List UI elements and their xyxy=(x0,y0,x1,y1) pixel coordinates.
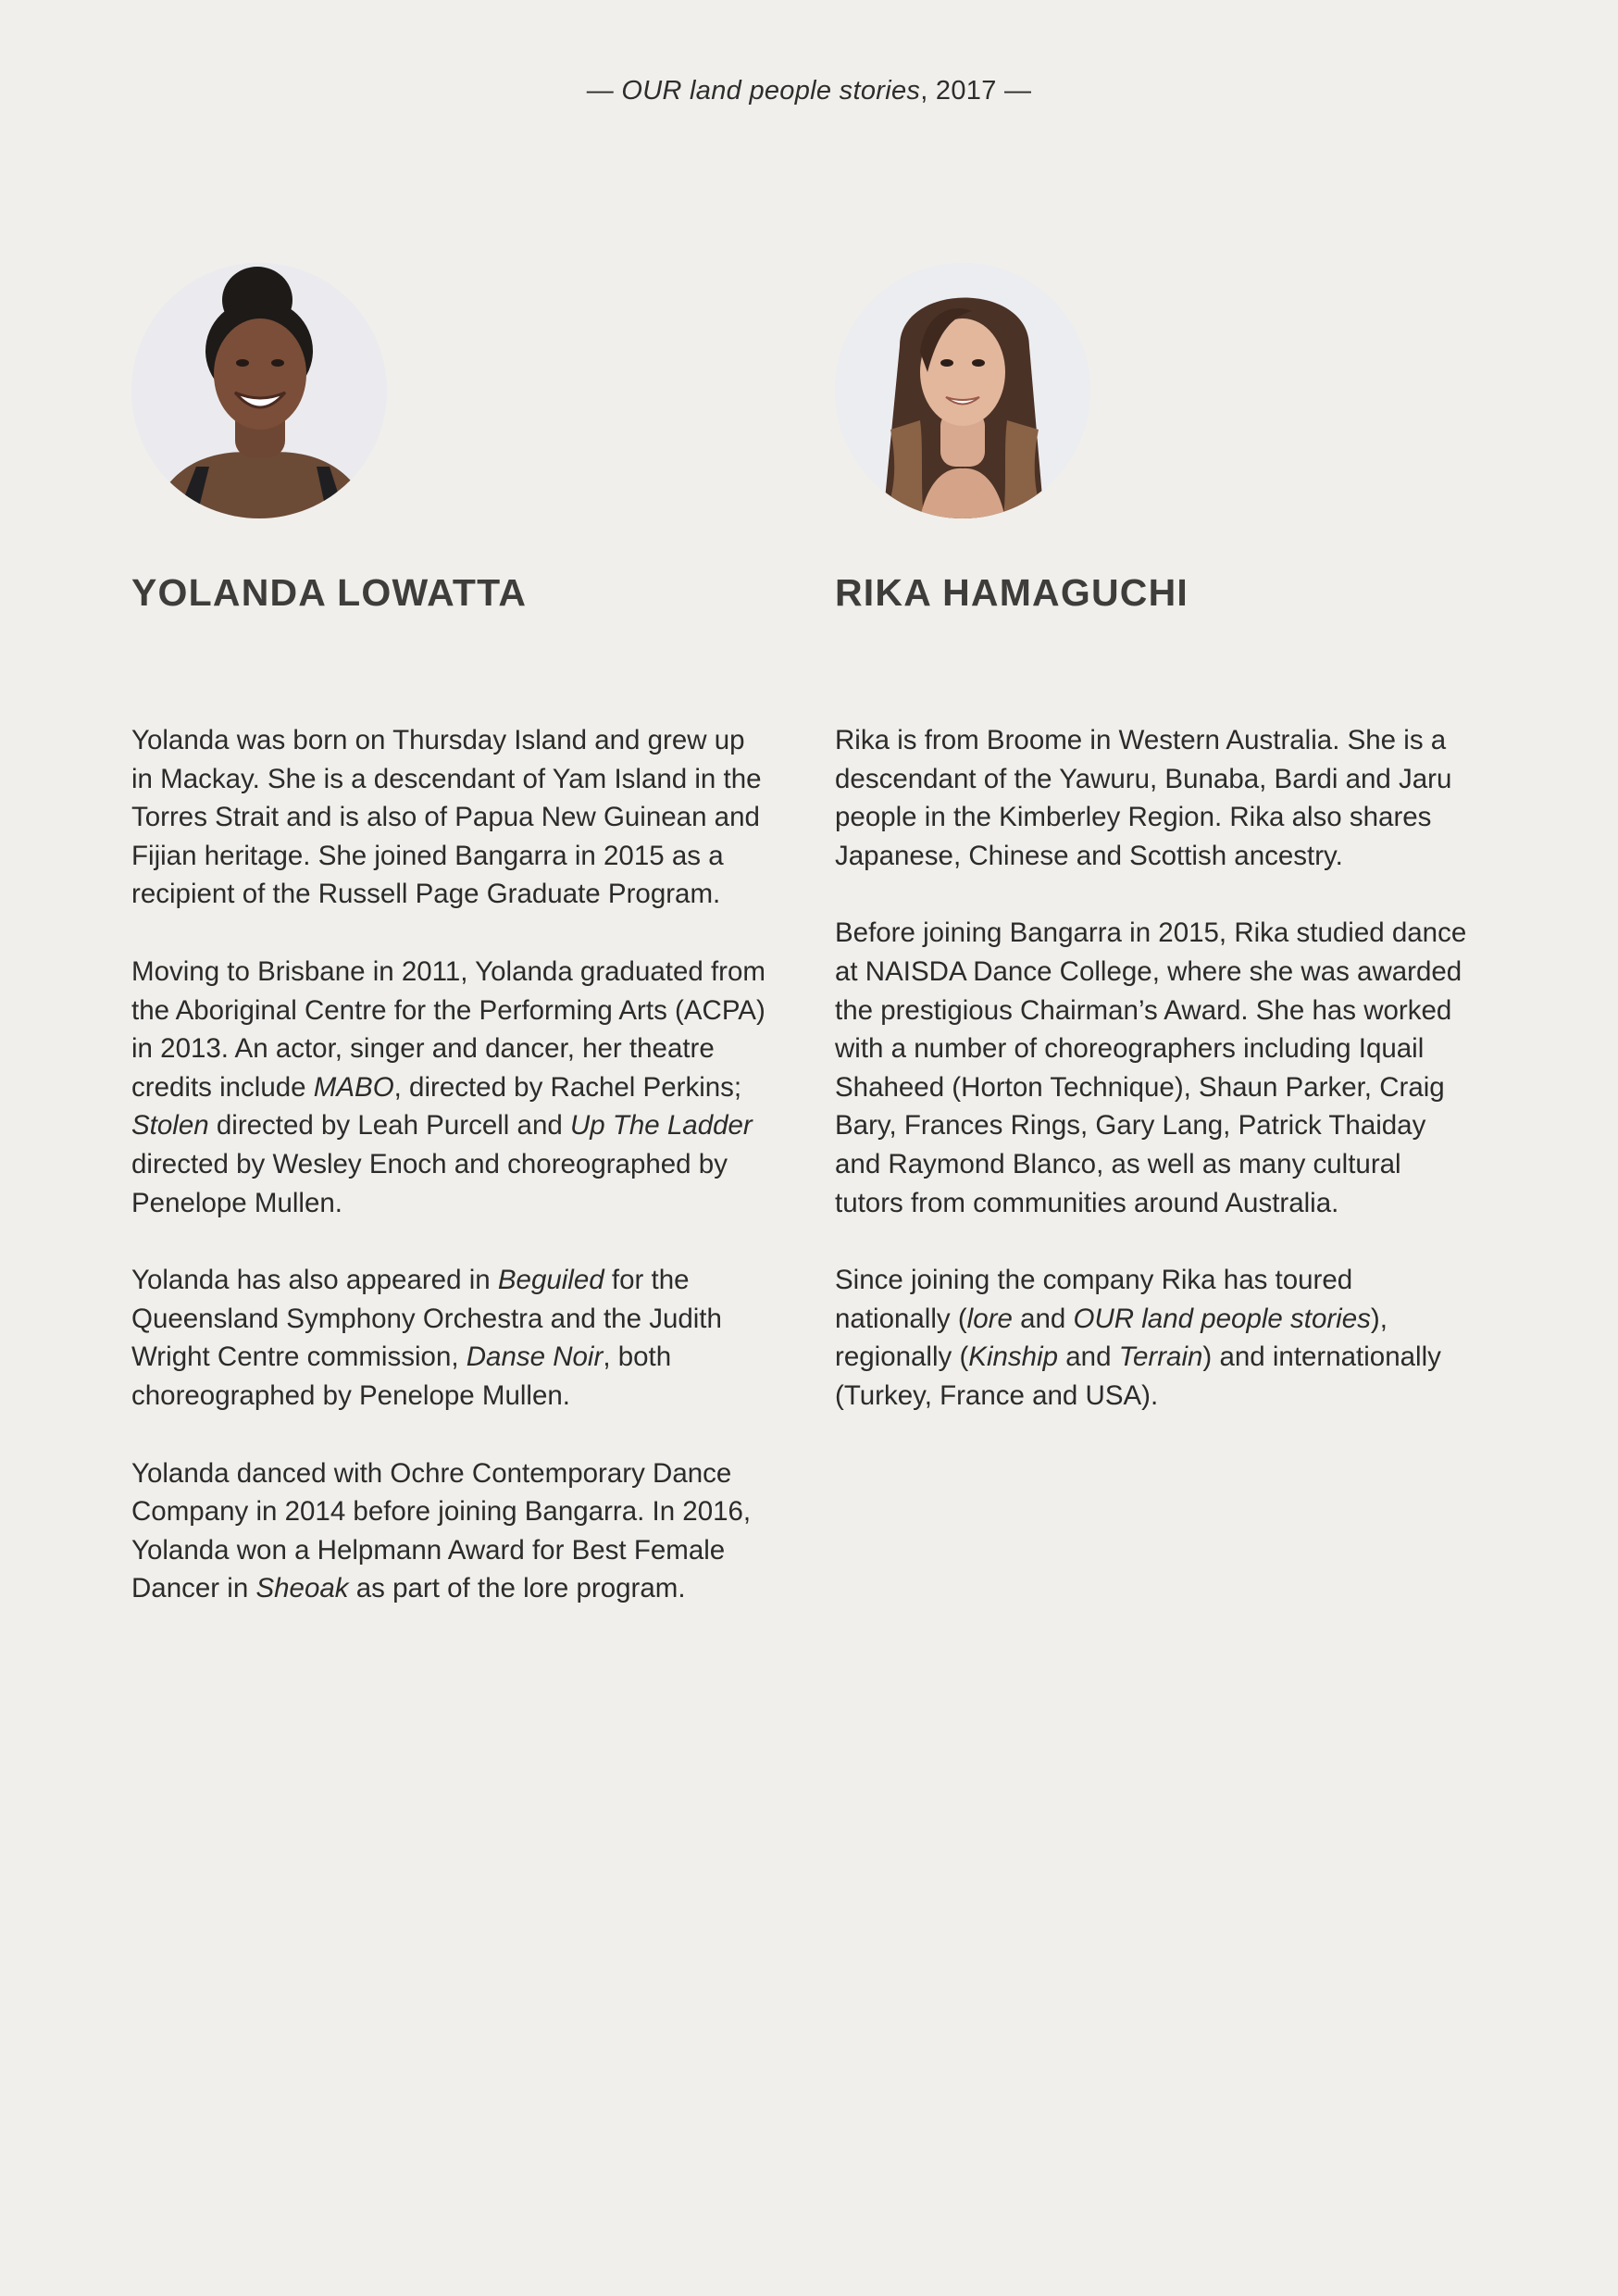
dancer-name: RIKA HAMAGUCHI xyxy=(835,571,1189,614)
italic-title: Danse Noir xyxy=(466,1341,604,1373)
dancer-profile-right xyxy=(835,263,1474,1411)
dancer-profile-left xyxy=(131,263,770,1604)
bio-text: directed by Leah Purcell and xyxy=(208,1110,570,1142)
header-year: , 2017 xyxy=(920,76,997,106)
bio-text: as part of the lore program. xyxy=(348,1573,686,1604)
portrait-photo-yolanda xyxy=(131,263,387,518)
italic-title: Kinship xyxy=(968,1341,1059,1373)
bio-paragraph xyxy=(835,914,1474,1222)
bio-text: , directed by Rachel Perkins; xyxy=(393,1071,742,1103)
dancer-bio xyxy=(835,721,1474,1454)
bio-text: Yolanda was born on Thursday Island and grew up in Mackay. She is a descendant of Yam Island in the Torres Strait and is also of Papua New Guinean and Fijian heritage. She joined Bangarra in 2015 as a recipient of the Russell Page Graduate Program. xyxy=(131,725,762,910)
bio-text: , both choreographed by Penelope Mullen. xyxy=(131,1341,672,1411)
italic-title: Sheoak xyxy=(255,1573,349,1604)
bio-text: ), regionally ( xyxy=(835,1303,1388,1373)
italic-title: lore xyxy=(966,1303,1013,1334)
italic-title: MABO xyxy=(313,1071,394,1103)
bio-paragraph xyxy=(131,1261,770,1415)
portrait-illustration xyxy=(131,263,387,518)
bio-text: Moving to Brisbane in 2011, Yolanda graduated from the Aboriginal Centre for the Performing Arts (ACPA) in 2013. An actor, singer and dancer, her theatre credits include xyxy=(131,955,765,1103)
bio-text: directed by Wesley Enoch and choreographed by Penelope Mullen. xyxy=(131,1148,728,1218)
bio-text: and xyxy=(1012,1303,1074,1334)
italic-title: Beguiled xyxy=(497,1265,604,1296)
bio-paragraph xyxy=(835,1261,1474,1415)
bio-text: and xyxy=(1058,1341,1119,1373)
bio-text: Yolanda has also appeared in xyxy=(131,1265,498,1296)
portrait-photo-rika xyxy=(835,263,1090,518)
italic-title: Stolen xyxy=(131,1110,209,1142)
bio-paragraph xyxy=(131,721,770,914)
portrait-illustration xyxy=(835,263,1090,518)
italic-title: Up The Ladder xyxy=(569,1110,753,1142)
bio-text: Since joining the company Rika has toured nationally ( xyxy=(835,1265,1353,1334)
italic-title: OUR land people stories xyxy=(1073,1303,1371,1334)
italic-title: Terrain xyxy=(1118,1341,1203,1373)
dancer-name: YOLANDA LOWATTA xyxy=(131,571,528,614)
page-header xyxy=(0,76,1618,106)
bio-text: Before joining Bangarra in 2015, Rika studied dance at NAISDA Dance College, where she was awarded the prestigious Chairman’s Award. She has worked with a number of choreographers including Iquail Shaheed (Horton Technique), Shaun Parker, Craig Bary, Frances Rings, Gary Lang, Patrick Thaiday and Raymond Blanco, as well as many cultural tutors from communities around Australia. xyxy=(835,917,1467,1218)
bio-paragraph xyxy=(131,1454,770,1608)
header-dash-close: — xyxy=(996,76,1032,106)
dancer-bio xyxy=(131,721,770,1647)
bio-text: Rika is from Broome in Western Australia. She is a descendant of the Yawuru, Bunaba, Bardi and Jaru people in the Kimberley Region. Rika also shares Japanese, Chinese and Scottish ancestry. xyxy=(835,725,1452,871)
bio-paragraph xyxy=(835,721,1474,875)
bio-paragraph xyxy=(131,953,770,1222)
header-dash-open: — xyxy=(586,76,622,106)
bio-text: Yolanda danced with Ochre Contemporary Dance Company in 2014 before joining Bangarra. In 2016, Yolanda won a Helpmann Award for Best Female Dancer in xyxy=(131,1457,752,1604)
bio-text: ) and internationally (Turkey, France and USA). xyxy=(835,1341,1441,1411)
bio-text: for the Queensland Symphony Orchestra and the Judith Wright Centre commission, xyxy=(131,1265,722,1373)
production-title: OUR land people stories xyxy=(621,76,921,106)
